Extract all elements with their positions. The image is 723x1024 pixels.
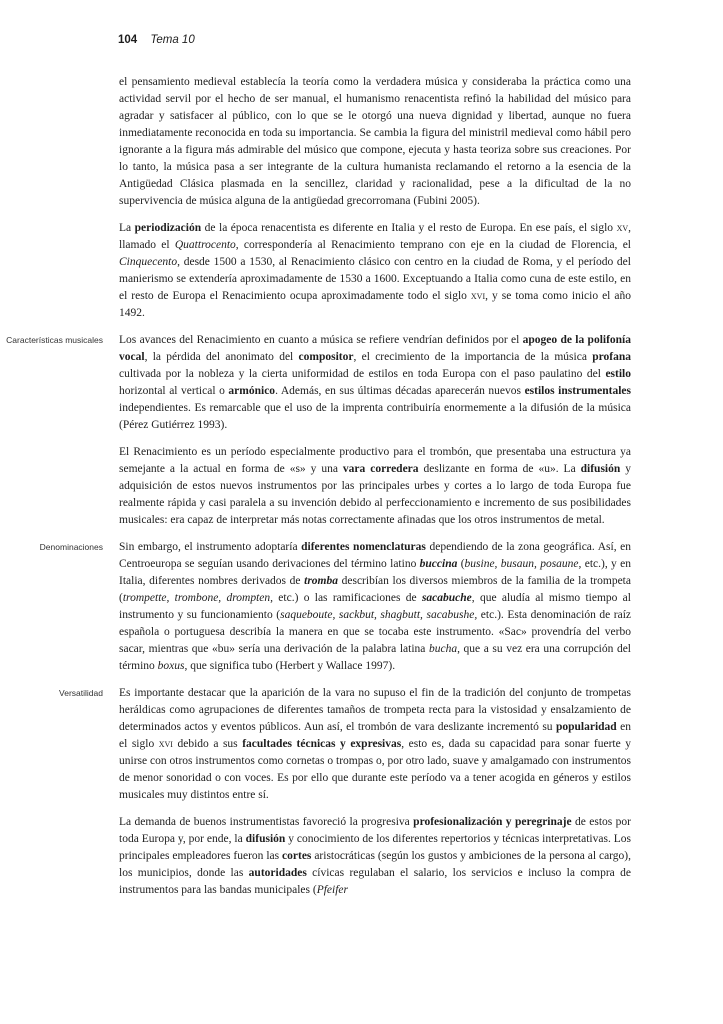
p5-run: , que a su vez era una corrupción del término [119,643,631,672]
p4-run: El Renacimiento es un período especialmente productivo para el trombón, que presentaba una estructura ya semejante a la actual en forma de «s» y una [119,446,631,475]
p5-run: ( [457,558,465,570]
p3-run: , la pérdida del anonimato del [144,351,299,363]
paragraph-3 [6,332,632,434]
p3-run: armónico [228,385,276,397]
p5-run: Sin embargo, el instrumento adoptaría [119,541,302,553]
p3-run: estilo [605,368,631,380]
p4-run: deslizante en forma de «u». La [418,463,581,475]
body-text [6,74,632,909]
p5-run: etc.). Esta denominación de raíz española o portuguesa describía la manera en que se tocaba este instrumento. «Sac» provendría del verbo sacar, mientras que «bu» sería una derivación de la palabra latina [119,609,631,655]
p5-run: , que aludía al mismo tiempo al instrumento y su funcionamiento ( [119,592,631,621]
page-number: 104 [118,34,138,46]
p6-run: , esto es, dada su capacidad para sonar fuerte y unirse con otros instrumentos como cornetas o trompas o, por otro lado, suave y amalgamado con instrumentos de menor sonoridad o con voces. Es por ello que durante este período va a tener acogida en géneros y estilos musicales muy distintos entre sí. [119,738,632,801]
p5-run: boxus [157,660,185,672]
paragraph-5 [39,539,631,675]
p3-run: compositor [298,351,354,363]
p6-run: facultades técnicas y expresivas [242,738,402,750]
p5-run: , que significa tubo (Herbert y Wallace 1997). [184,660,396,672]
p5-run: etc.), y en Italia, diferentes nombres derivados de [119,558,631,587]
p5-run: tromba [304,575,338,587]
p2-run: La [119,222,135,234]
p2-run: , correspondería al Renacimiento temprano con eje en la ciudad de Florencia, el [235,239,631,251]
p7-run: y conocimiento de los diferentes repertorios y técnicas interpretativas. Los principales empleadores fueron las [119,833,631,862]
p7-run: cortes [282,850,312,862]
p4-run: difusión [580,463,621,475]
p6-run: debido a sus [172,738,243,750]
p1-run: el pensamiento medieval establecía la teoría como la verdadera música y consideraba la práctica como una actividad servil por el hecho de ser manual, el humanismo renacentista refinó la habilidad del músico para agradar y satisfacer al público, con lo que se le otorgó una nueva dignidad y libertad, aunque no fuera inmediatamente reconocida en toda su importancia. Se cambia la figura del ministril medieval como hábil pero ignorante a la figura más admirable del músico que compone, ejecuta y hasta teoriza sobre sus creaciones. Por lo tanto, la música pasa a ser integrante de la cultura humanista reclamando el retorno a la esencia de la Antigüedad Clásica plasmada en la sencillez, claridad y racionalidad, pese a la dificultad de la no supervivencia de música alguna de la antigüedad grecorromana (Fubini 2005). [119,76,631,207]
p3-run: Los avances del Renacimiento en cuanto a música se refiere vendrían definidos por el [119,334,523,346]
p5-run: describían los diversos miembros de la familia de la trompeta ( [119,575,631,604]
p5-run: saqueboute, sackbut, shagbutt, sacabushe, [280,609,478,621]
p5-run: bucha [428,643,458,655]
p3-run: independientes. Es remarcable que el uso de la imprenta contribuiría enormemente a la difusión de la música (Pérez Gutiérrez 1993). [119,402,631,431]
p2-run: , y se toma como inicio el año 1492. [119,290,631,319]
margin-note-caracteristicas: Características musicales [6,335,103,345]
p3-run: horizontal al vertical o [119,385,229,397]
p6-run: popularidad [555,721,617,733]
p3-run: cultivada por la nobleza y la cierta uniformidad de estilos en toda Europa con el paso paulatino del [119,368,606,380]
paragraph-4 [119,444,631,529]
p5-run: trompette, trombone, drompten, [122,592,274,604]
paragraph-6 [59,685,632,804]
p7-run: de estos por toda Europa y, por ende, la [119,816,631,845]
p7-run: aristocráticas (según los gustos y ambiciones de la persona al cargo), los municipios, donde las [119,850,632,879]
p7-run: cívicas regulaban el salario, los servicios e incluso la compra de instrumentos para las bandas municipales ( [119,867,631,896]
p5-run: etc.) o las ramificaciones de [273,592,422,604]
p4-run: vara corredera [342,463,419,475]
p3-run: , el crecimiento de la importancia de la música [353,351,593,363]
p2-run: xv [616,222,629,234]
p2-run: Cinquecento [119,256,178,268]
p2-run: , desde 1500 a 1530, al Renacimiento clásico con centro en la ciudad de Roma, y el período del manierismo se extendería aproximadamente de 1530 a 1600. Exceptuando a Italia como cuna de este estilo, en el resto de Europa el Renacimiento ocupa aproximadamente todo el siglo [119,256,631,302]
p2-run: xvi [470,290,486,302]
p6-run: en el siglo [119,721,632,750]
p7-run: La demanda de buenos instrumentistas favoreció la progresiva [119,816,414,828]
p3-run: apogeo de la polifonía vocal [119,334,632,363]
chapter-title: Tema 10 [150,34,195,46]
margin-note-denominaciones: Denominaciones [39,542,103,552]
p6-run: xvi [158,738,173,750]
margin-note-versatilidad: Versatilidad [59,688,103,698]
p5-run: busine, busaun, posaune, [464,558,582,570]
p2-run: de la época renacentista es diferente en Italia y el resto de Europa. En ese país, el siglo [201,222,617,234]
p5-run: diferentes nomenclaturas [301,541,426,553]
p5-run: buccina [419,558,458,570]
p3-run: estilos instrumentales [524,385,631,397]
paragraph-2 [119,220,631,322]
p2-run: Quattrocento [174,239,236,251]
paragraph-1 [119,74,631,210]
p4-run: y adquisición de estos nuevos instrumentos por las principales urbes y cortes a lo largo de toda Europa fue realmente rápida y casi paralela a su invención debido al perfeccionamiento e incremento de sus posibilidades musicales: era capaz de interpretar más notas correctamente afinadas que los otros instrumentos de metal. [119,463,631,526]
paragraph-7 [119,814,631,899]
p2-run: , llamado el [119,222,631,251]
p7-run: autoridades [248,867,307,879]
p3-run: profana [592,351,631,363]
p6-run: Es importante destacar que la aparición de la vara no supuso el fin de la tradición del conjunto de trompetas heráldicas como agrupaciones de diferentes tamaños de trompeta recta para la vistosidad y ensalzamiento de determinados actos y eventos públicos. Aun así, el trombón de vara deslizante incrementó su [119,687,631,733]
p7-run: difusión [245,833,286,845]
p5-run: sacabuche [421,592,472,604]
p2-run: periodización [134,222,202,234]
p7-run: profesionalización y peregrinaje [413,816,572,828]
p5-run: dependiendo de la zona geográfica. Así, en Centroeuropa se seguían usando derivaciones del término latino [119,541,631,570]
p3-run: . Además, en sus últimas décadas aparecerán nuevos [275,385,525,397]
p7-run: Pfeifer [316,884,348,896]
page-header [118,34,195,46]
